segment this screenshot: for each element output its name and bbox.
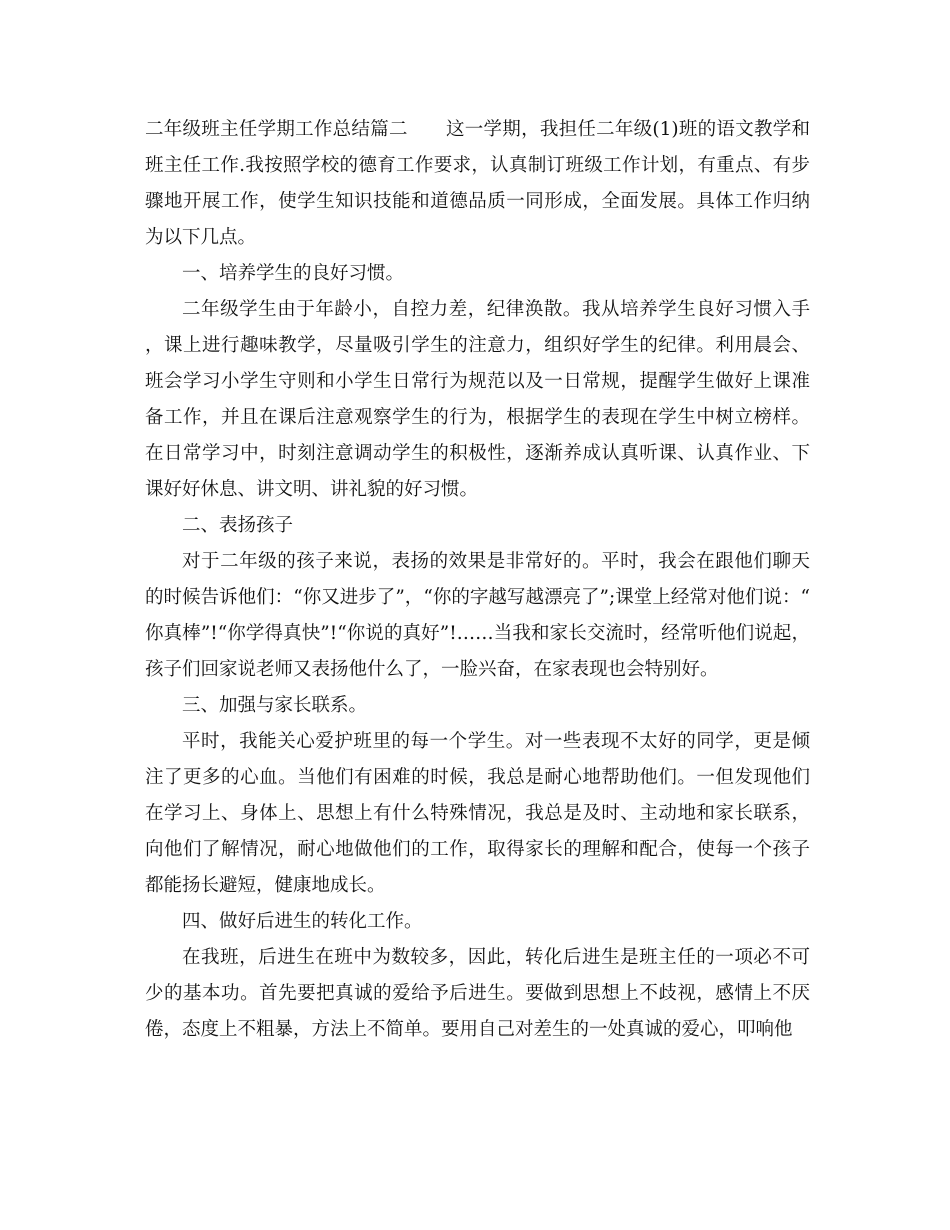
intro-paragraph: [145, 112, 810, 256]
section-heading: 一、培养学生的良好习惯。: [182, 263, 405, 284]
section-heading: 四、做好后进生的转化工作。: [182, 911, 423, 932]
document-page: [145, 112, 810, 1048]
section-heading: 二、表扬孩子: [182, 515, 294, 536]
section-body: 二年级学生由于年龄小，自控力差，纪律涣散。我从培养学生良好习惯入手，课上进行趣味教学，尽量吸引学生的注意力，组织好学生的纪律。利用晨会、班会学习小学生守则和小学生日常行为规范以及一日常规，提醒学生做好上课准备工作，并且在课后注意观察学生的行为，根据学生的表现在学生中树立榜样。在日常学习中，时刻注意调动学生的积极性，逐渐养成认真听课、认真作业、下课好好休息、讲文明、讲礼貌的好习惯。: [145, 299, 810, 500]
section-heading: 三、加强与家长联系。: [182, 695, 368, 716]
section-body: 平时，我能关心爱护班里的每一个学生。对一些表现不太好的同学，更是倾注了更多的心血。当他们有困难的时候，我总是耐心地帮助他们。一但发现他们在学习上、身体上、思想上有什么特殊情况，我总是及时、主动地和家长联系，向他们了解情况，耐心地做他们的工作，取得家长的理解和配合，使每一个孩子都能扬长避短，健康地成长。: [145, 731, 810, 896]
intro-text: 这一学期，我担任二年级(1)班的语文教学和班主任工作.我按照学校的德育工作要求，认真制订班级工作计划，有重点、有步骤地开展工作，使学生知识技能和道德品质一同形成，全面发展。具体工作归纳为以下几点。: [145, 119, 810, 248]
document-title: 二年级班主任学期工作总结篇二: [145, 119, 408, 140]
section-body: 在我班，后进生在班中为数较多，因此，转化后进生是班主任的一项必不可少的基本功。首先要把真诚的爱给予后进生。要做到思想上不歧视，感情上不厌倦，态度上不粗暴，方法上不简单。要用自己对差生的一处真诚的爱心，叩响他: [145, 947, 810, 1040]
section-body: 对于二年级的孩子来说，表扬的效果是非常好的。平时，我会在跟他们聊天的时候告诉他们：“你又进步了”，“你的字越写越漂亮了”;课堂上经常对他们说：“你真棒”!“你学得真快”!“你说的真好”!……当我和家长交流时，经常听他们说起，孩子们回家说老师又表扬他什么了，一脸兴奋，在家表现也会特别好。: [145, 551, 810, 680]
